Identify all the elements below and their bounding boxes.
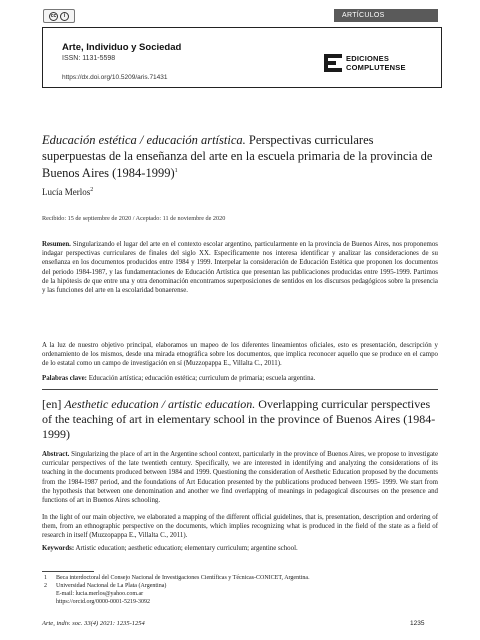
abstract-es-lead: Resumen. [42,241,71,248]
abstract-es-paragraph-2: A la luz de nuestro objetivo principal, elaboramos un mapeo de los diferentes lineamientos oficiales, esto es presentación, descripción y ordenamiento de los mismos, desde una mirada etnográfica sobre los documentos, que implica reconocer aquello que se produce en el campo de lo estatal como un campo de investigación en sí (Muzzopappa E., Villalta C., 2011). [42,342,438,368]
author-orcid-link[interactable]: https://orcid.org/0000-0001-5219-3092 [56,599,151,605]
publisher-logo-icon [324,54,342,72]
author-name [42,187,93,197]
abstract-en-paragraph-2: In the light of our main objective, we elaborated a mapping of the different official guidelines, that is, presentation, description and ordering of them, from an ethnographic perspective on the documents, which implies recognizing what is produced in the field of the state as a field of research in itself (Muzzopappa E., Villalta C., 2011). [42,514,438,540]
publisher-line-2: COMPLUTENSE [346,63,406,72]
publisher-line-1: EDICIONES [346,54,390,63]
section-divider [42,389,438,390]
abstract-es [42,240,438,295]
author-text: Lucía Merlos [42,187,91,197]
page-number: 1235 [410,620,425,627]
title-es-rest: Perspectivas curriculares superpuestas de la enseñanza del arte en la escuela primaria de la provincia de Buenos Aires (1984-1999) [42,133,433,181]
publisher-name [346,54,406,72]
title-es-italic: Educación estética / educación artística. [42,133,246,147]
article-title-es [42,133,437,182]
footer-citation: Arte, indiv. soc. 33(4) 2021: 1235-1254 [42,620,145,627]
author-footnote-ref[interactable]: 2 [90,187,94,193]
abstract-en-text: Singularizing the place of art in the Argentine school context, particularly in the province of Buenos Aires, we propose to investigate curricular perspectives of the late twentieth century. Specifically, we are interested in identifying and analyzing the considerations of its teaching in the documents produced between 1984 and 1999. Questioning the consideration of Aesthetic Education proposed by the documents from the 1984-1987 period, and the foundations of Art Education presented by the publications produced between 1995- 1999. We start from the hypothesis that between one denomination and another we find overlapping of meanings in pedagogical discourses on the presence and functions of art in Buenos Aires schooling. [42,451,438,505]
journal-title: Arte, Individuo y Sociedad [62,42,182,53]
abstract-en-lead: Abstract. [42,451,70,458]
article-title-en [42,397,438,442]
keywords-es-text: Educación artística; educación estética; curriculum de primaria; escuela argentina. [86,375,316,382]
keywords-en [42,544,438,553]
abstract-es-text: Singularizando el lugar del arte en el contexto escolar argentino, particularmente en la provincia de Buenos Aires, nos proponemos indagar perspectivas curriculares de finales del siglo XX. Específicamente nos interesa identificar y analizar las consideraciones de su enseñanza en los documentos producidos entre 1984 y 1999. Interpelar la consideración de Educación Estética que proponen los documentos del periodo 1984-1987, y las fundamentaciones de Educación Artística que presentan las publicaciones producidas entre 1995-1999. Partimos de la hipótesis de que entre una y otra denominación encontramos superposiciones de sentidos en los discursos pedagógicos sobre la presencia y las funciones del arte en la escolaridad bonaerense. [42,241,438,295]
footnote-1: Beca interdoctoral del Consejo Nacional de Investigaciones Científicas y Técnicas-CONICET, Argentina. [56,575,310,581]
title-en-rest: Overlapping curricular perspectives of the teaching of art in elementary school in the province of Buenos Aires (1984-1999) [42,397,436,441]
footnote-2: Universidad Nacional de La Plata (Argentina) [56,583,167,589]
footnote-rule [42,571,94,572]
footnote-1-number: 1 [44,575,47,581]
cc-by-license-icon [43,9,75,23]
abstract-en [42,450,438,505]
keywords-es-lead: Palabras clave: [42,375,87,382]
section-tag: ARTÍCULOS [334,9,438,22]
doi-link[interactable]: https://dx.doi.org/10.5209/aris.71431 [62,74,168,81]
issn: ISSN: 1131-5598 [62,55,116,62]
title-en-italic: Aesthetic education / artistic education. [64,397,256,411]
keywords-es [42,374,438,383]
keywords-en-lead: Keywords: [42,545,75,552]
received-accepted-dates: Recibido: 15 de septiembre de 2020 / Aceptado: 11 de noviembre de 2020 [42,215,226,222]
creative-commons-icon: cc [50,12,57,19]
keywords-en-text: Artistic education; aesthetic education; elementary curriculum; argentine school. [74,545,298,552]
title-en-prefix: [en] [42,397,65,411]
title-es-footnote-ref[interactable]: 1 [174,168,178,174]
attribution-person-icon: i [60,12,69,21]
footnote-2-number: 2 [44,583,47,589]
author-email[interactable]: E-mail: lucia.merlos@yahoo.com.ar [56,591,144,597]
